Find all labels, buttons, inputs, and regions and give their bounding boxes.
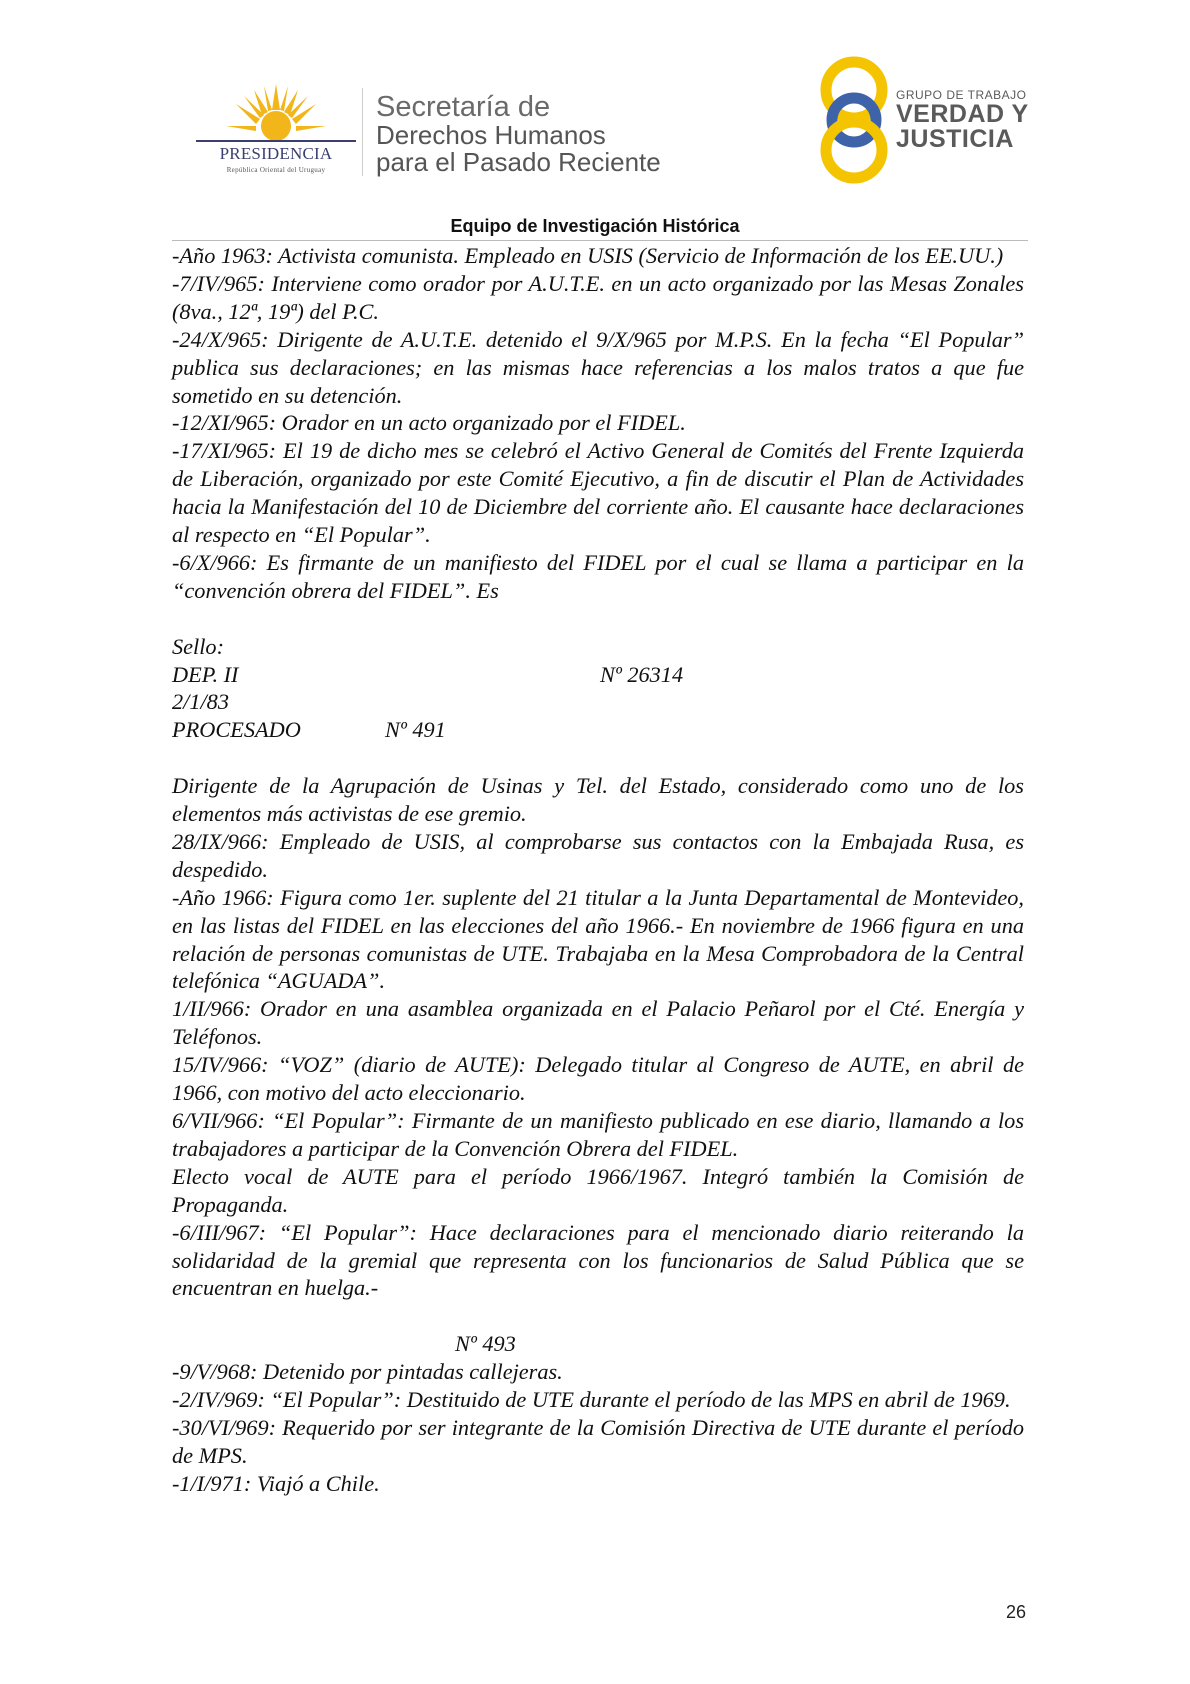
gtvj-line-3: JUSTICIA: [896, 125, 1014, 153]
secretaria-line-3: para el Pasado Reciente: [376, 147, 661, 177]
presidencia-subtitle: República Oriental del Uruguay: [226, 166, 326, 174]
section-title: Equipo de Investigación Histórica: [450, 216, 740, 236]
paragraph: -24/X/965: Dirigente de A.U.T.E. detenido el 9/X/965 por M.P.S. En la fecha “El Popular” publica sus declaraciones; en las mismas hace referencias a los malos tratos a que fue sometido en su detención.: [172, 326, 1024, 408]
sun-emblem-icon: [196, 82, 356, 146]
sello-row: [172, 716, 1024, 744]
verdad-justicia-text: [896, 88, 1029, 152]
header-rule: [172, 240, 1028, 241]
secretaria-logo-text: [376, 92, 661, 176]
sello-number: Nº 26314: [600, 661, 684, 687]
secretaria-line-1: Secretaría de: [376, 91, 551, 123]
spacer: [172, 1302, 1024, 1330]
paragraph: -Año 1963: Activista comunista. Empleado en USIS (Servicio de Información de los EE.UU.): [172, 243, 1004, 268]
sello-row: [172, 688, 1024, 716]
paragraph: -17/XI/965: El 19 de dicho mes se celebró el Activo General de Comités del Frente Izquierda de Liberación, organizado por este Comité Ejecutivo, a fin de discutir el Plan de Actividades hacia la Manifestación del 10 de Diciembre del corriente año. El causante hace declaraciones al respecto en “El Popular”.: [172, 438, 1024, 548]
paragraph: -1/I/971: Viajó a Chile.: [172, 1470, 380, 1496]
paragraph: -6/III/967: “El Popular”: Hace declaraciones para el mencionado diario reiterando la solidaridad de la gremial que representa con los funcionarios de Salud Pública que se encuentran en huelga.-: [172, 1219, 1024, 1301]
sello-dep: DEP. II: [172, 661, 239, 687]
paragraph: 28/IX/966: Empleado de USIS, al comprobarse sus contactos con la Embajada Rusa, es despedido.: [172, 828, 1024, 882]
paragraph: -12/XI/965: Orador en un acto organizado por el FIDEL.: [172, 410, 686, 436]
paragraph: -9/V/968: Detenido por pintadas callejeras.: [172, 1359, 563, 1385]
document-body: [172, 242, 1024, 1498]
paragraph: -Año 1966: Figura como 1er. suplente del 21 titular a la Junta Departamental de Montevideo, en las listas del FIDEL en las elecciones del año 1966.- En noviembre de 1966 figura en una relación de personas comunistas de UTE. Trabajaba en la Mesa Comprobadora de la Central telefónica “AGUADA”.: [172, 884, 1024, 994]
presidencia-label: PRESIDENCIA: [219, 144, 333, 163]
gtvj-line-2: VERDAD Y: [896, 100, 1029, 128]
record-number: Nº 493: [455, 1331, 516, 1357]
gtvj-line-1: GRUPO DE TRABAJO: [896, 88, 1027, 102]
sello-row: [172, 661, 1024, 689]
sello-block: [172, 633, 1024, 661]
spacer: [172, 744, 1024, 772]
sello-procesado: PROCESADO: [172, 717, 301, 743]
presidencia-logo: [196, 82, 356, 178]
sello-label: Sello:: [172, 633, 225, 659]
secretaria-line-2: Derechos Humanos: [376, 120, 606, 150]
record-number-row: [172, 1330, 1024, 1358]
header-divider: [362, 88, 363, 176]
sello-date: 2/1/83: [172, 689, 229, 715]
paragraph: -7/IV/965: Interviene como orador por A.U.T.E. en un acto organizado por las Mesas Zonales (8va., 12ª, 19ª) del P.C.: [172, 270, 1024, 324]
linked-rings-icon: [816, 54, 896, 184]
page-number: 26: [1005, 1602, 1026, 1622]
procesado-number: Nº 491: [385, 717, 446, 743]
paragraph: Dirigente de la Agrupación de Usinas y Tel. del Estado, considerado como uno de los elementos más activistas de ese gremio.: [172, 773, 1024, 827]
verdad-justicia-logo: [816, 54, 1046, 184]
paragraph: 15/IV/966: “VOZ” (diario de AUTE): Delegado titular al Congreso de AUTE, en abril de 1966, con motivo del acto eleccionario.: [172, 1052, 1024, 1106]
paragraph: 6/VII/966: “El Popular”: Firmante de un manifiesto publicado en ese diario, llamando a los trabajadores a participar de la Convención Obrera del FIDEL.: [172, 1108, 1024, 1161]
paragraph: 1/II/966: Orador en una asamblea organizada en el Palacio Peñarol por el Cté. Energía y Teléfonos.: [172, 996, 1024, 1050]
paragraph: -2/IV/969: “El Popular”: Destituido de UTE durante el período de las MPS en abril de 1969.: [172, 1387, 1011, 1413]
paragraph: Electo vocal de AUTE para el período 1966/1967. Integró también la Comisión de Propaganda.: [172, 1163, 1024, 1217]
paragraph: -6/X/966: Es firmante de un manifiesto del FIDEL por el cual se llama a participar en la “convención obrera del FIDEL”. Es: [172, 549, 1024, 603]
spacer: [172, 605, 1024, 633]
paragraph: -30/VI/969: Requerido por ser integrante de la Comisión Directiva de UTE durante el período de MPS.: [172, 1414, 1024, 1468]
